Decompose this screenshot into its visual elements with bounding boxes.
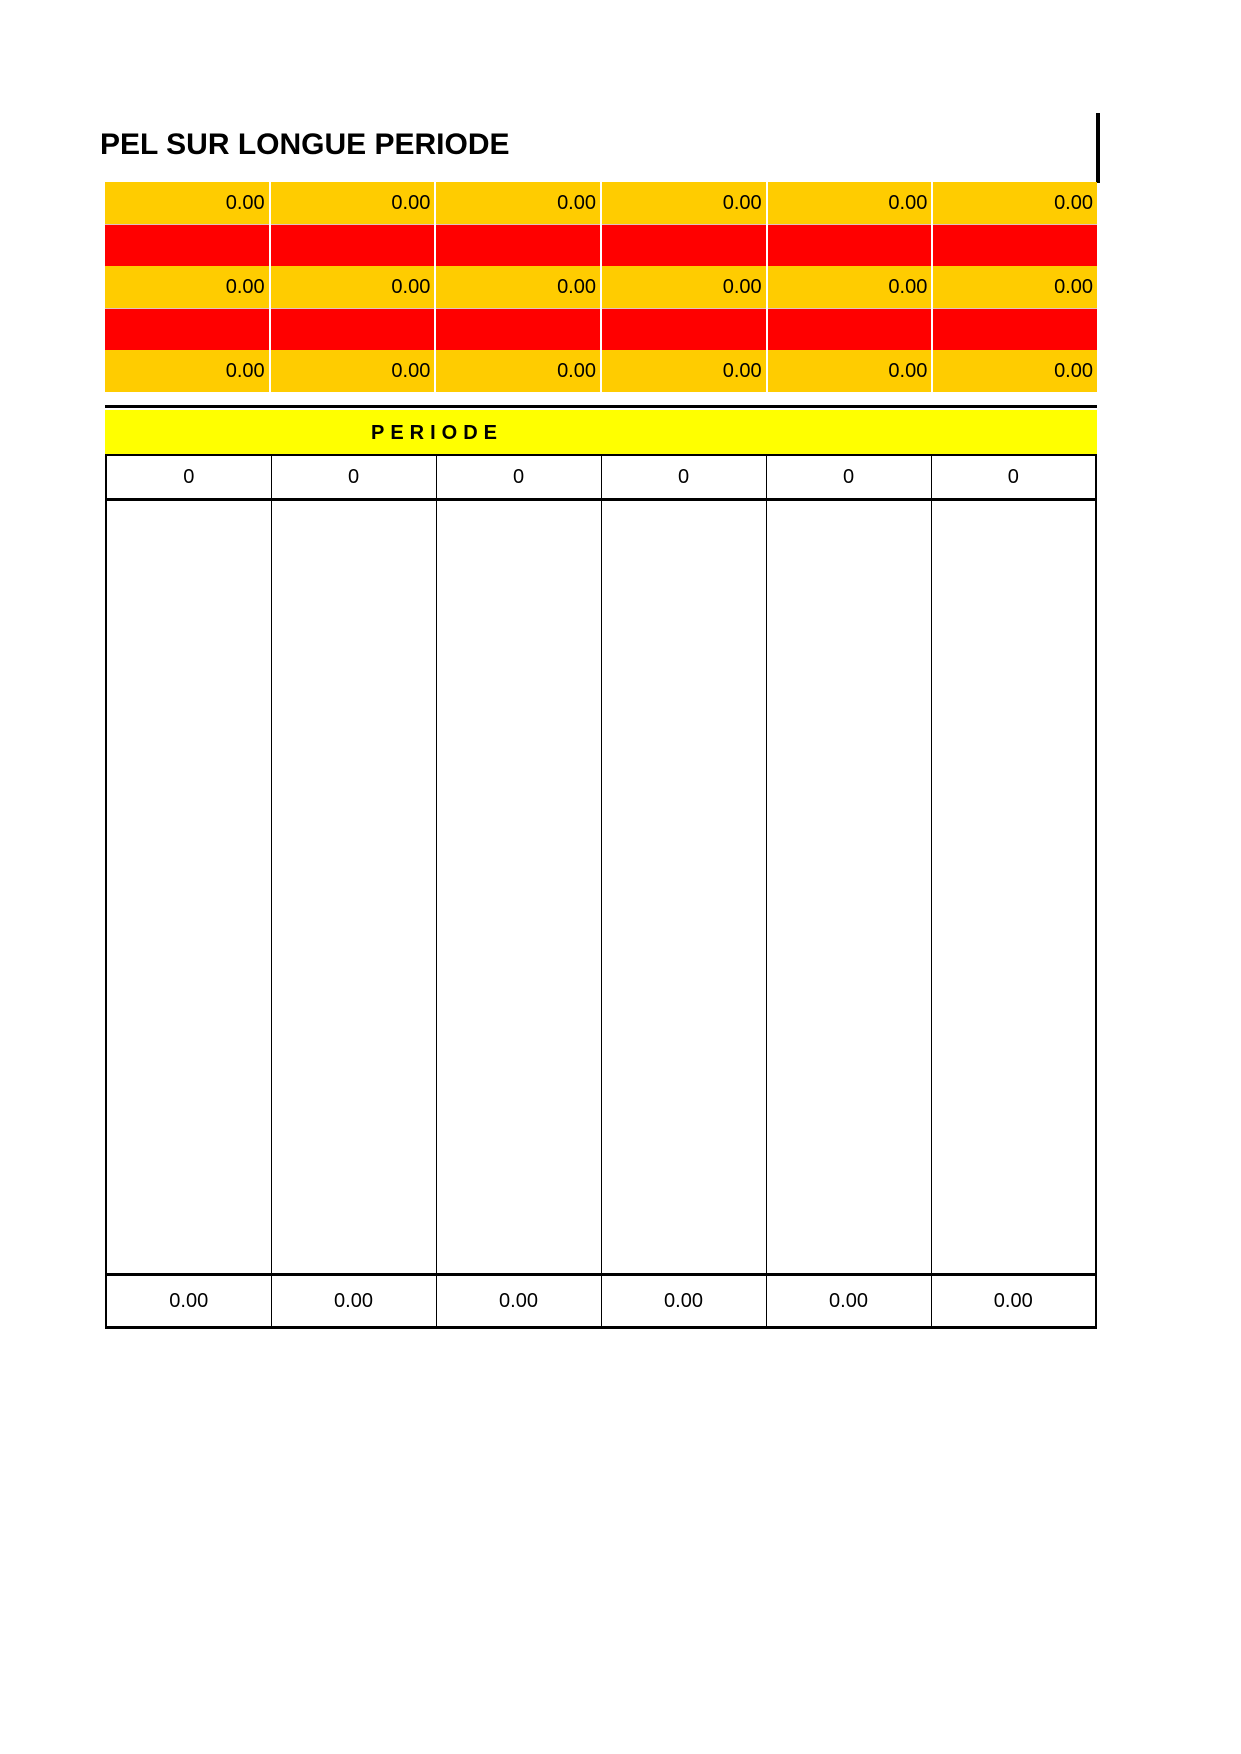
summary-cell: 0.00: [768, 266, 932, 308]
total-row: [106, 1275, 1096, 1328]
count-cell: 0: [436, 456, 601, 500]
summary-red-cell: [768, 224, 932, 266]
summary-red-cell: [933, 308, 1097, 350]
summary-red-cell: [933, 224, 1097, 266]
summary-cell: 0.00: [105, 266, 269, 308]
summary-red-cell: [602, 224, 766, 266]
body-cell: [106, 500, 271, 1275]
summary-cell: 0.00: [602, 266, 766, 308]
summary-cell: 0.00: [105, 350, 269, 392]
count-cell: 0: [106, 456, 271, 500]
body-cell: [931, 500, 1096, 1275]
summary-cell: 0.00: [105, 182, 269, 224]
total-cell: 0.00: [106, 1275, 271, 1328]
summary-red-cell: [105, 224, 269, 266]
summary-red-cell: [768, 308, 932, 350]
summary-cell: 0.00: [602, 350, 766, 392]
body-cell: [436, 500, 601, 1275]
summary-red-cell: [271, 224, 435, 266]
total-cell: 0.00: [931, 1275, 1096, 1328]
body-cell: [271, 500, 436, 1275]
total-cell: 0.00: [271, 1275, 436, 1328]
summary-cell: 0.00: [436, 350, 600, 392]
body-row: [106, 500, 1096, 1275]
count-row: [106, 456, 1096, 500]
summary-cell: 0.00: [933, 266, 1097, 308]
total-cell: 0.00: [766, 1275, 931, 1328]
total-cell: 0.00: [436, 1275, 601, 1328]
summary-cell: 0.00: [933, 350, 1097, 392]
page-title: PEL SUR LONGUE PERIODE: [100, 128, 510, 161]
summary-cell: 0.00: [436, 182, 600, 224]
periode-header: [105, 410, 1097, 456]
summary-red-cell: [602, 308, 766, 350]
periode-table: [105, 456, 1097, 1329]
summary-red-cell: [436, 308, 600, 350]
summary-cell: 0.00: [768, 350, 932, 392]
body-cell: [766, 500, 931, 1275]
count-cell: 0: [271, 456, 436, 500]
summary-cell: 0.00: [436, 266, 600, 308]
summary-cell: 0.00: [271, 266, 435, 308]
title-border-mark: [1096, 113, 1100, 183]
section-divider: [105, 405, 1097, 408]
periode-label: PERIODE: [371, 422, 504, 444]
count-cell: 0: [931, 456, 1096, 500]
summary-grid: [105, 182, 1097, 392]
summary-cell: 0.00: [933, 182, 1097, 224]
summary-cell: 0.00: [768, 182, 932, 224]
total-cell: 0.00: [601, 1275, 766, 1328]
summary-red-cell: [105, 308, 269, 350]
count-cell: 0: [766, 456, 931, 500]
summary-red-cell: [271, 308, 435, 350]
count-cell: 0: [601, 456, 766, 500]
summary-red-cell: [436, 224, 600, 266]
body-cell: [601, 500, 766, 1275]
summary-cell: 0.00: [271, 182, 435, 224]
summary-cell: 0.00: [602, 182, 766, 224]
summary-cell: 0.00: [271, 350, 435, 392]
